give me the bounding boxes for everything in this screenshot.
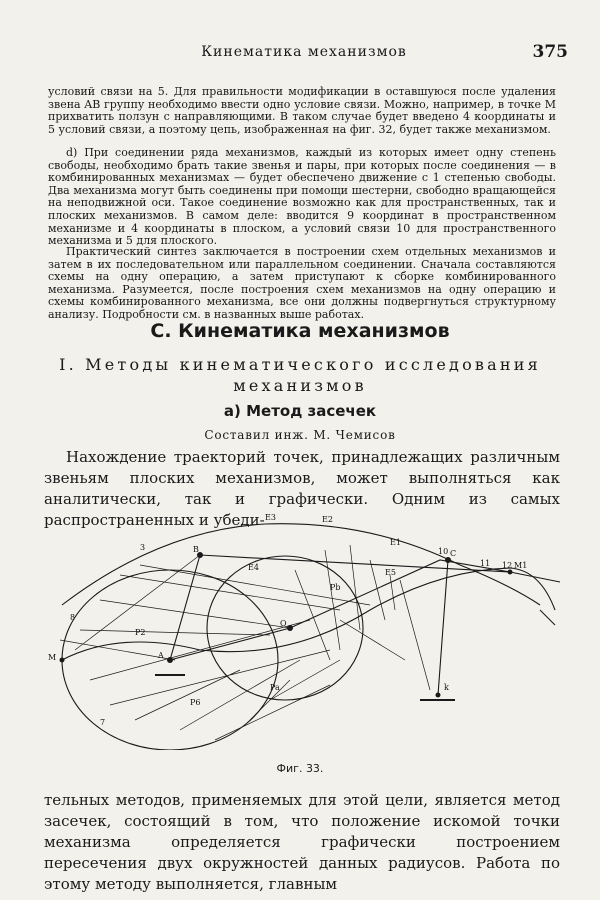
rocker-link [438, 560, 448, 695]
label-10: 10 [438, 547, 449, 556]
label-o: O [280, 619, 287, 628]
paragraph-link-conditions [48, 86, 556, 136]
label-pb: Pb [330, 583, 341, 592]
label-e4: E4 [248, 563, 259, 572]
label-e5: E5 [385, 568, 396, 577]
label-3: 3 [140, 543, 146, 552]
subsection-title: I. Методы кинематического исследования механизмов [59, 355, 541, 395]
label-c: C [450, 549, 457, 558]
label-b: B [193, 545, 199, 554]
joint-a [167, 657, 173, 663]
label-12: 12 [502, 561, 513, 570]
paragraph-text: условий связи на 5. Для правильности модификации в оставшуюся после удаления звена AB группу необходимо ввести одно условие связи. Можно, например, в точке M прихватить ползун с направляющими. В таком случае будет введено 4 координаты и 5 условий связи, а поэтому цепь, изображенная на фиг. 32, будет также механизмом. [48, 85, 556, 136]
point-m1 [508, 570, 513, 575]
figure-caption: Фиг. 33. [276, 762, 324, 775]
label-a: A [158, 651, 164, 660]
author-line: Составил инж. М. Чемисов [204, 428, 396, 442]
label-m: M [48, 653, 57, 662]
label-e1: E1 [390, 538, 401, 547]
trajectory-tail [540, 610, 555, 625]
trajectory-circle-center [207, 556, 363, 700]
method-title: а) Метод засечек [223, 402, 377, 420]
paragraph-text: Практический синтез заключается в построении схем отдельных механизмов и затем в их последовательном или параллельном соединении. Сначала составляются схемы на одну операцию, а затем приступают к сборке комбинированного механизма. Разумеется, после построения схем механизмов на одну операцию и схемы комбинированного механизма, все они должны подвергнуться структурному анализу. Подробности см. в названных выше работах. [48, 245, 556, 321]
running-title: Кинематика механизмов [201, 44, 407, 60]
label-e3: E3 [265, 513, 276, 522]
joint-o [287, 625, 293, 631]
construction-lines [60, 545, 430, 740]
label-k: k [444, 683, 449, 692]
label-8: 8 [70, 613, 76, 622]
page-header [40, 42, 568, 66]
trajectory-curve-lower [62, 568, 555, 660]
section-title: С. Кинематика механизмов [150, 320, 450, 342]
page-number: 375 [532, 42, 568, 62]
figure-mechanism-diagram [40, 510, 570, 750]
paragraph-practical-synthesis [48, 246, 556, 322]
paragraph-text: тельных методов, применяемых для этой цели, является метод засечек, состоящий в том, что положение искомой точки механизма определяется графически построением пересечения двух окружностей данных радиусов. Работа по этому методу выполняется, главным [44, 791, 560, 893]
label-7: 7 [100, 718, 106, 727]
paragraph-combining-mechanisms [48, 147, 556, 248]
point-m [60, 658, 65, 663]
paragraph-text: Нахождение траекторий точек, принадлежащих различным звеньям плоских механизмов, может выполняться как аналитически, так и графически. Одним из самых распространенных и убеди- [44, 448, 560, 529]
joint-k [436, 693, 441, 698]
mechanism-diagram [40, 510, 570, 750]
label-11: 11 [480, 559, 491, 568]
label-p6: P6 [190, 698, 201, 707]
paragraph-text: d) При соединении ряда механизмов, каждый из которых имеет одну степень свободы, необходимо брать такие звенья и пары, при которых после соединения — в комбинированных механизмах — будет обеспечено движение с 1 степенью свободы. Два механизма могут быть соединены при помощи шестерни, свободно вращающейся на неподвижной оси. Такое соединение возможно как для пространственных, так и плоских механизмов. В самом деле: вводится 9 координат в пространственном механизме и 4 координаты в плоском, а условий связи 10 для пространственного механизма и 5 для плоского. [48, 146, 556, 248]
label-p2: P2 [135, 628, 146, 637]
continued-paragraph [44, 790, 560, 895]
label-pa: Pa [270, 683, 280, 692]
label-e2: E2 [322, 515, 333, 524]
label-m1: M1 [514, 561, 528, 570]
